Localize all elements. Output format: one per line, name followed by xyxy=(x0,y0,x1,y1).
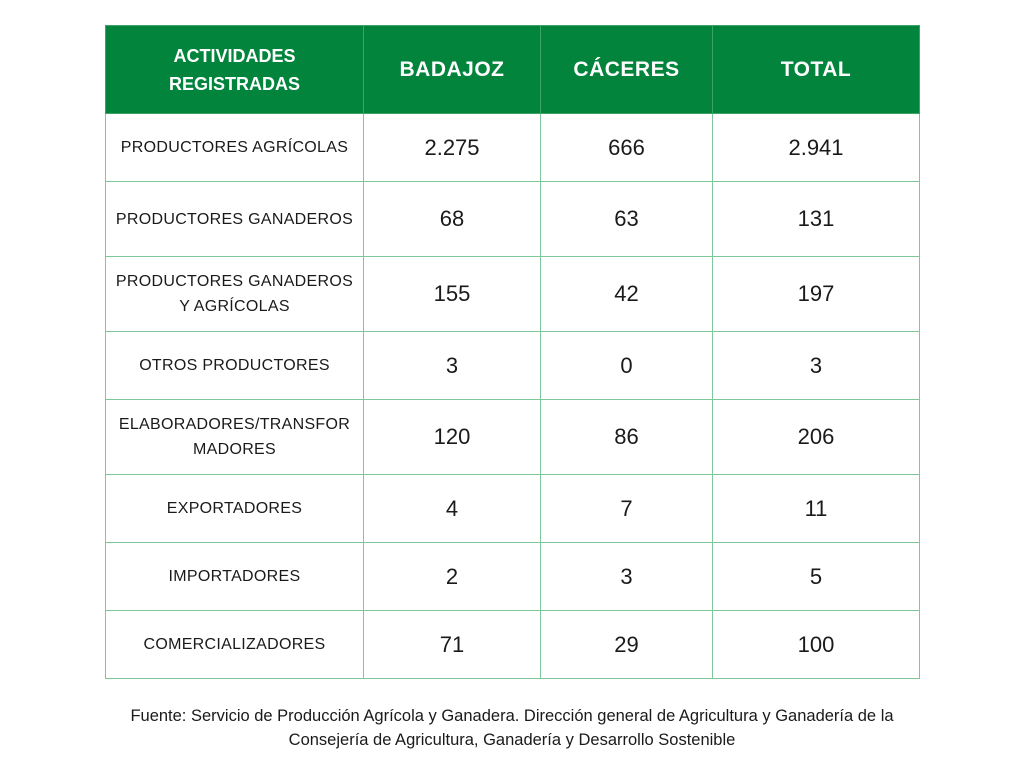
caceres-cell: 63 xyxy=(541,182,713,257)
total-cell: 5 xyxy=(713,543,920,611)
table-header-row xyxy=(106,26,920,114)
badajoz-cell: 71 xyxy=(364,611,541,679)
caceres-cell: 3 xyxy=(541,543,713,611)
activity-cell: IMPORTADORES xyxy=(106,543,364,611)
caceres-cell: 42 xyxy=(541,257,713,332)
table-row xyxy=(106,114,920,182)
source-note: Fuente: Servicio de Producción Agrícola y Ganadera. Dirección general de Agricultura y Ganadería de la Consejería de Agricultura, Ganadería y Desarrollo Sostenible xyxy=(130,707,894,749)
activity-cell: PRODUCTORES GANADEROS xyxy=(106,182,364,257)
caceres-cell: 0 xyxy=(541,332,713,400)
table-row xyxy=(106,611,920,679)
caceres-cell: 7 xyxy=(541,475,713,543)
total-cell: 197 xyxy=(713,257,920,332)
caceres-cell: 666 xyxy=(541,114,713,182)
badajoz-cell: 155 xyxy=(364,257,541,332)
badajoz-cell: 2.275 xyxy=(364,114,541,182)
table-row xyxy=(106,400,920,475)
activity-cell: PRODUCTORES AGRÍCOLAS xyxy=(106,114,364,182)
activity-cell: OTROS PRODUCTORES xyxy=(106,332,364,400)
activity-cell: PRODUCTORES GANADEROS Y AGRÍCOLAS xyxy=(106,257,364,332)
table-row xyxy=(106,332,920,400)
total-cell: 206 xyxy=(713,400,920,475)
header-total: TOTAL xyxy=(713,26,920,114)
total-cell: 2.941 xyxy=(713,114,920,182)
activity-cell: COMERCIALIZADORES xyxy=(106,611,364,679)
total-cell: 3 xyxy=(713,332,920,400)
caceres-cell: 29 xyxy=(541,611,713,679)
table-row xyxy=(106,543,920,611)
badajoz-cell: 4 xyxy=(364,475,541,543)
header-activities: ACTIVIDADES REGISTRADAS xyxy=(106,26,364,114)
caceres-cell: 86 xyxy=(541,400,713,475)
badajoz-cell: 120 xyxy=(364,400,541,475)
badajoz-cell: 2 xyxy=(364,543,541,611)
activities-table xyxy=(105,25,920,679)
total-cell: 11 xyxy=(713,475,920,543)
table-row xyxy=(106,257,920,332)
activity-cell: ELABORADORES/TRANSFORMADORES xyxy=(106,400,364,475)
total-cell: 100 xyxy=(713,611,920,679)
header-caceres: CÁCERES xyxy=(541,26,713,114)
total-cell: 131 xyxy=(713,182,920,257)
badajoz-cell: 68 xyxy=(364,182,541,257)
header-badajoz: BADAJOZ xyxy=(364,26,541,114)
badajoz-cell: 3 xyxy=(364,332,541,400)
table-row xyxy=(106,182,920,257)
table-row xyxy=(106,475,920,543)
activity-cell: EXPORTADORES xyxy=(106,475,364,543)
